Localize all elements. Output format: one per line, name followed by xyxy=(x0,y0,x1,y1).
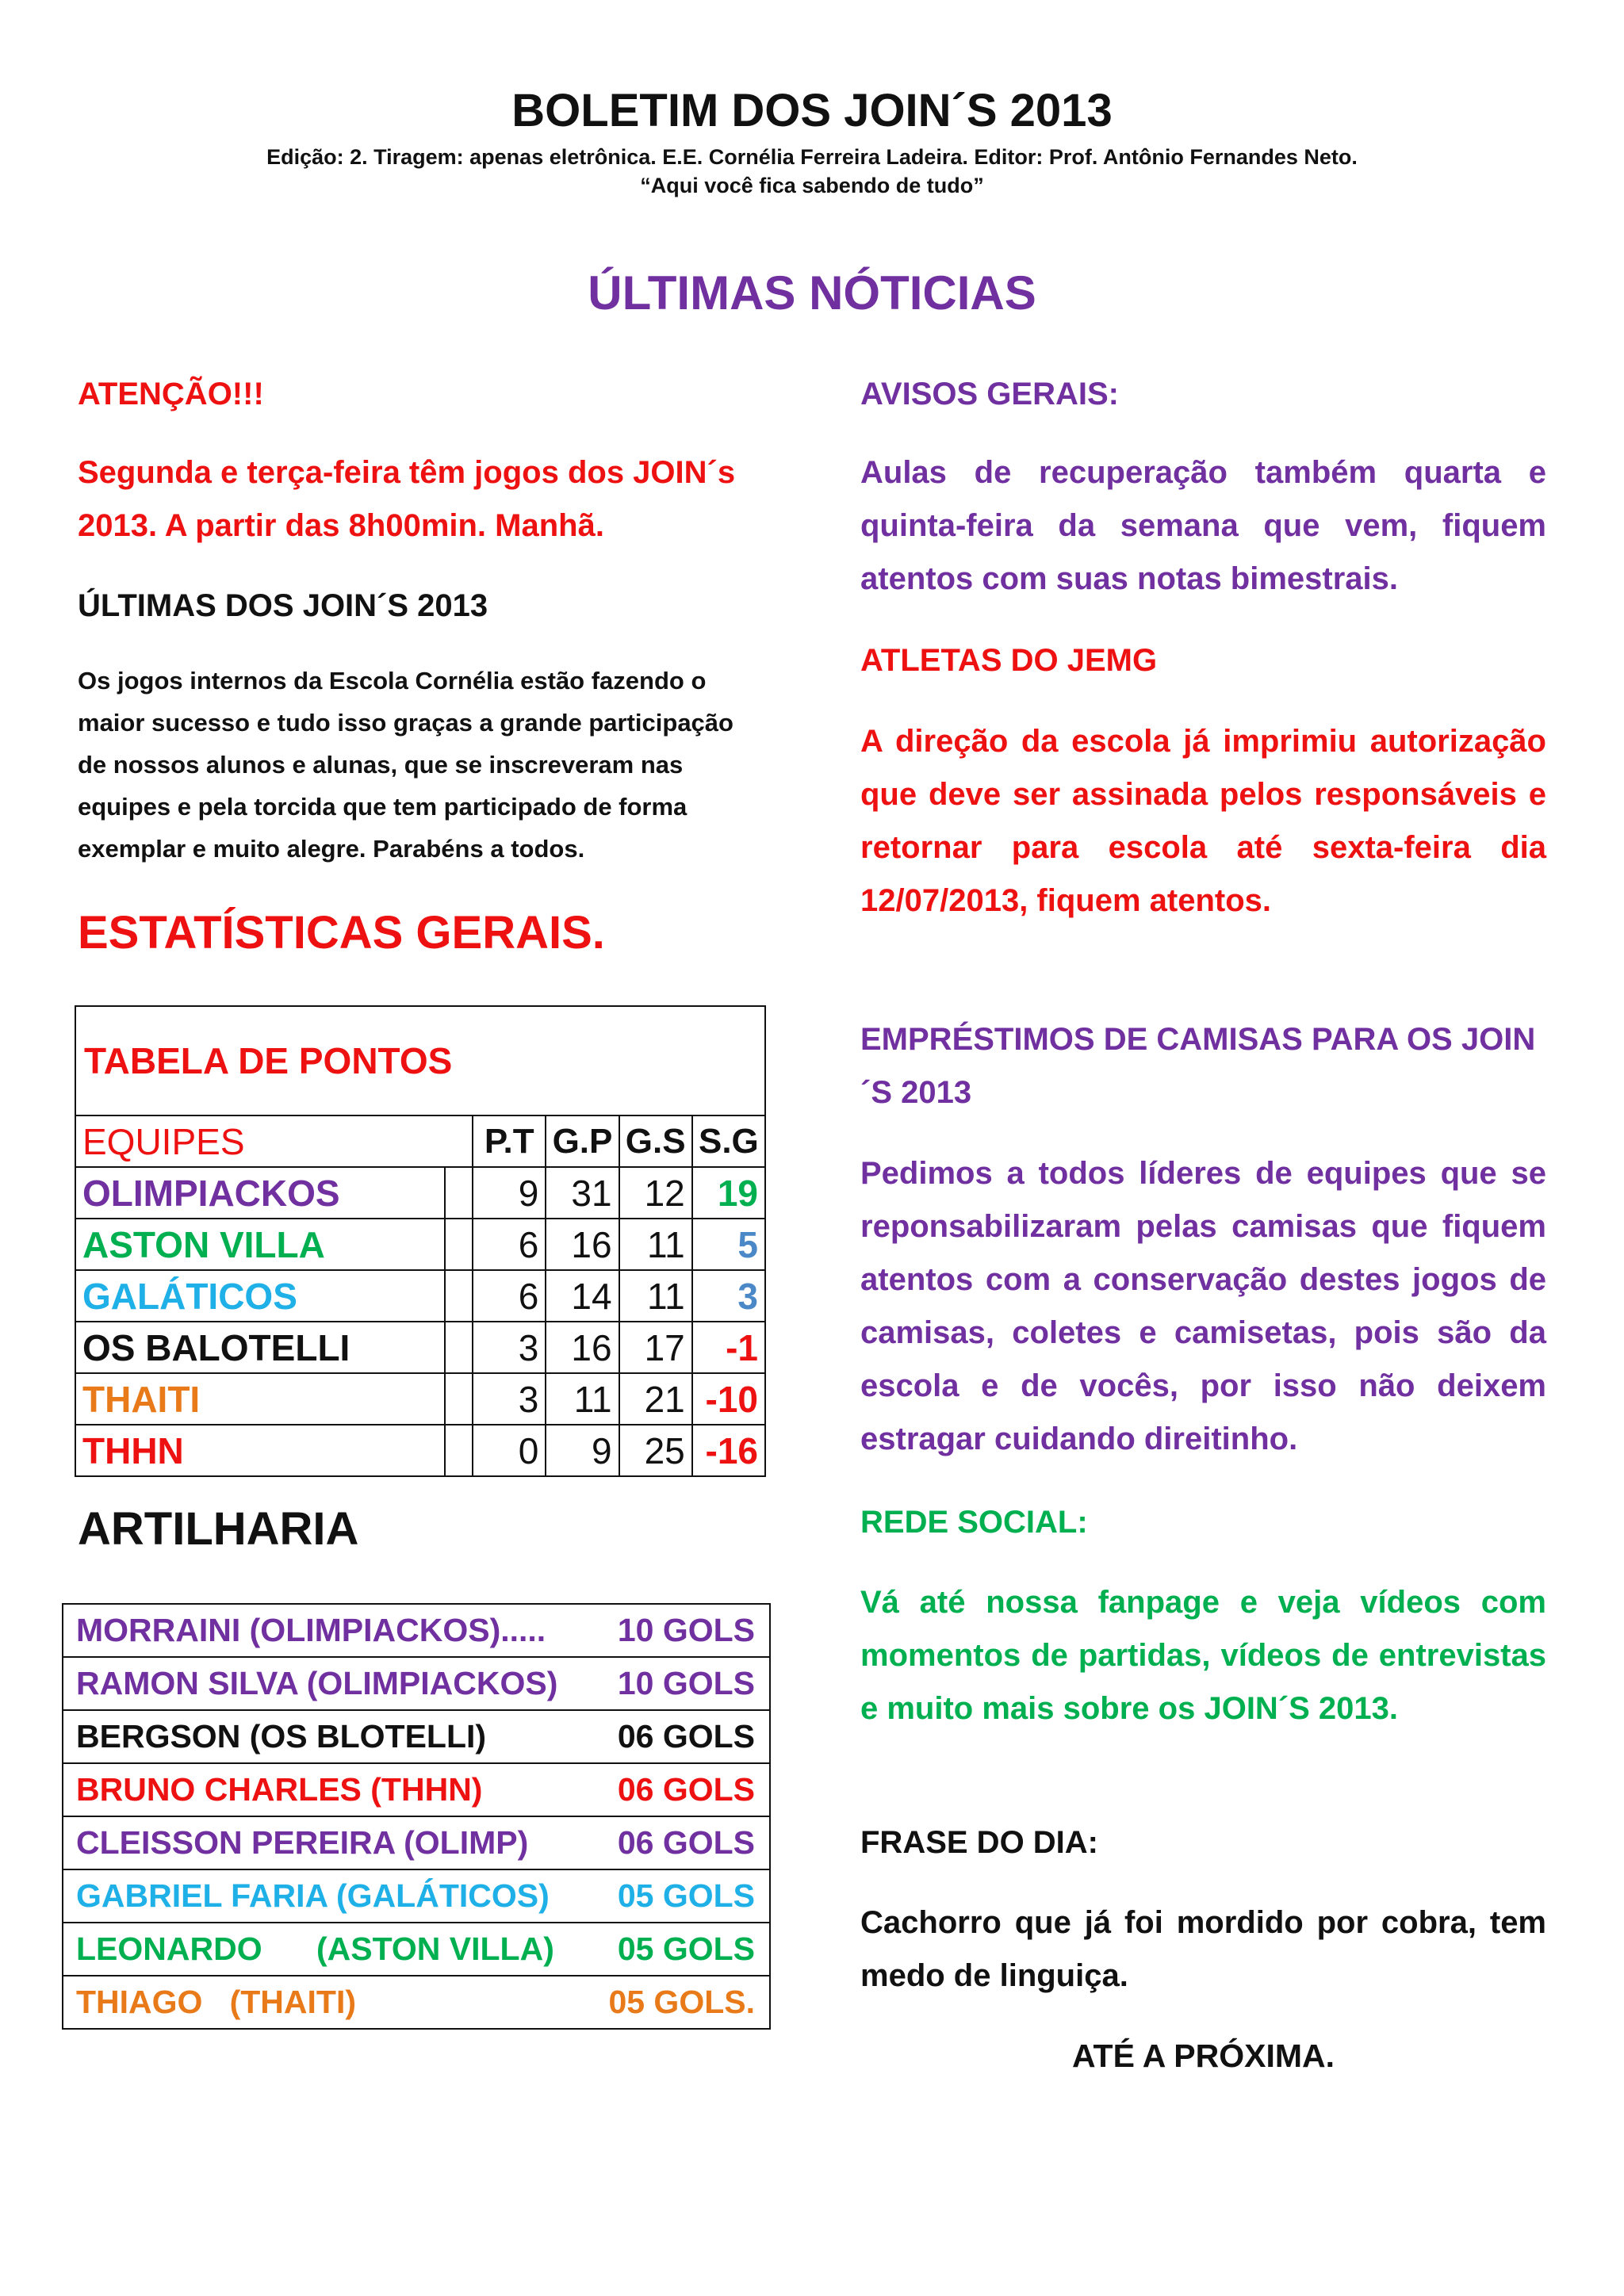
scorer-name: RAMON SILVA (OLIMPIACKOS) xyxy=(63,1657,589,1710)
goals-against-cell: 11 xyxy=(619,1219,692,1270)
row-gap xyxy=(445,1167,473,1219)
goals-against-cell: 11 xyxy=(619,1270,692,1322)
header-gap xyxy=(445,1115,473,1167)
goals-against-cell: 21 xyxy=(619,1373,692,1425)
goals-for-cell: 16 xyxy=(546,1322,619,1373)
scorer-goals: 06 GOLS xyxy=(589,1763,770,1816)
artilharia-row xyxy=(63,1923,770,1976)
camisas-block xyxy=(860,1013,1546,1119)
scorer-goals: 05 GOLS. xyxy=(589,1976,770,2029)
rede-text: Vá até nossa fanpage e veja vídeos com momentos de partidas, vídeos de entrevistas e muito mais sobre os JOIN´S 2013. xyxy=(860,1585,1546,1726)
section-title: ÚLTIMAS NÓTICIAS xyxy=(588,266,1036,320)
row-gap xyxy=(445,1322,473,1373)
goals-for-cell: 14 xyxy=(546,1270,619,1322)
points-table-row xyxy=(75,1219,765,1270)
col-sg-header: S.G xyxy=(692,1115,765,1167)
artilharia-row xyxy=(63,1657,770,1710)
camisas-heading: EMPRÉSTIMOS DE CAMISAS PARA OS JOIN´S 2013 xyxy=(860,1022,1536,1110)
artilharia-row xyxy=(63,1710,770,1763)
jemg-block xyxy=(860,639,1546,682)
artilharia-row xyxy=(63,1816,770,1869)
rede-heading: REDE SOCIAL: xyxy=(860,1505,1088,1540)
artilharia-row xyxy=(63,1976,770,2029)
team-name: OLIMPIACKOS xyxy=(75,1167,445,1219)
points-table-header-row xyxy=(75,1115,765,1167)
col-team-header: EQUIPES xyxy=(75,1115,445,1167)
scorer-goals: 05 GOLS xyxy=(589,1869,770,1923)
col-gs-header: G.S xyxy=(619,1115,692,1167)
points-table-title-row xyxy=(75,1006,765,1115)
scorer-name: BRUNO CHARLES (THHN) xyxy=(63,1763,589,1816)
points-cell: 0 xyxy=(473,1425,546,1476)
col-pt-header: P.T xyxy=(473,1115,546,1167)
scorer-goals: 10 GOLS xyxy=(589,1657,770,1710)
goal-difference-cell: 5 xyxy=(692,1219,765,1270)
scorer-name: LEONARDO (ASTON VILLA) xyxy=(63,1923,589,1976)
goal-difference-cell: 3 xyxy=(692,1270,765,1322)
row-gap xyxy=(445,1373,473,1425)
jemg-text-block xyxy=(860,715,1546,928)
scorer-name: CLEISSON PEREIRA (OLIMP) xyxy=(63,1816,589,1869)
points-cell: 9 xyxy=(473,1167,546,1219)
frase-heading: FRASE DO DIA: xyxy=(860,1825,1098,1860)
jemg-heading: ATLETAS DO JEMG xyxy=(860,643,1158,678)
points-table-row xyxy=(75,1322,765,1373)
points-table-row xyxy=(75,1373,765,1425)
points-table-title: TABELA DE PONTOS xyxy=(75,1006,765,1115)
latest-heading-block xyxy=(78,584,768,627)
points-table-row xyxy=(75,1167,765,1219)
frase-block xyxy=(860,1821,1546,1864)
artilharia-row xyxy=(63,1604,770,1657)
goal-difference-cell: -16 xyxy=(692,1425,765,1476)
row-gap xyxy=(445,1425,473,1476)
latest-heading: ÚLTIMAS DOS JOIN´S 2013 xyxy=(78,588,488,623)
points-table-row xyxy=(75,1270,765,1322)
scorer-name: GABRIEL FARIA (GALÁTICOS) xyxy=(63,1869,589,1923)
scorer-goals: 10 GOLS xyxy=(589,1604,770,1657)
avisos-heading: AVISOS GERAIS: xyxy=(860,377,1119,411)
artilharia-table xyxy=(62,1603,771,2030)
points-table xyxy=(75,1005,766,1477)
bulletin-header xyxy=(0,79,1624,200)
scorer-name: THIAGO (THAITI) xyxy=(63,1976,589,2029)
avisos-text: Aulas de recuperação também quarta e quinta-feira da semana que vem, fiquem atentos com suas notas bimestrais. xyxy=(860,455,1546,596)
frase-text-block xyxy=(860,1896,1546,2003)
latest-text: Os jogos internos da Escola Cornélia estão fazendo o maior sucesso e tudo isso graças a grande participação de nossos alunos e alunas, que se inscreveram nas equipes e pela torcida que tem participado de forma exemplar e muito alegre. Parabéns a todos. xyxy=(78,667,733,863)
motto: “Aqui você fica sabendo de tudo” xyxy=(640,174,984,197)
col-gp-header: G.P xyxy=(546,1115,619,1167)
scorer-goals: 05 GOLS xyxy=(589,1923,770,1976)
scorer-name: MORRAINI (OLIMPIACKOS)..... xyxy=(63,1604,589,1657)
artilharia-title: ARTILHARIA xyxy=(78,1503,359,1555)
team-name: THHN xyxy=(75,1425,445,1476)
stats-heading: ESTATÍSTICAS GERAIS. xyxy=(78,907,605,959)
frase-text: Cachorro que já foi mordido por cobra, tem medo de linguiça. xyxy=(860,1905,1546,1993)
avisos-text-block xyxy=(860,446,1546,606)
points-cell: 3 xyxy=(473,1373,546,1425)
goals-for-cell: 16 xyxy=(546,1219,619,1270)
points-cell: 6 xyxy=(473,1219,546,1270)
row-gap xyxy=(445,1270,473,1322)
latest-text-block xyxy=(78,660,768,870)
team-name: OS BALOTELLI xyxy=(75,1322,445,1373)
team-name: THAITI xyxy=(75,1373,445,1425)
edition-info: Edição: 2. Tiragem: apenas eletrônica. E.E. Cornélia Ferreira Ladeira. Editor: Prof. Antônio Fernandes Neto. xyxy=(266,145,1358,169)
goals-against-cell: 12 xyxy=(619,1167,692,1219)
attention-block xyxy=(78,373,768,415)
goals-for-cell: 11 xyxy=(546,1373,619,1425)
points-cell: 3 xyxy=(473,1322,546,1373)
goal-difference-cell: -1 xyxy=(692,1322,765,1373)
bulletin-title: BOLETIM DOS JOIN´S 2013 xyxy=(511,85,1113,136)
scorer-goals: 06 GOLS xyxy=(589,1710,770,1763)
camisas-text-block xyxy=(860,1147,1546,1466)
goals-against-cell: 25 xyxy=(619,1425,692,1476)
attention-heading: ATENÇÃO!!! xyxy=(78,377,264,411)
rede-block xyxy=(860,1501,1546,1544)
team-name: GALÁTICOS xyxy=(75,1270,445,1322)
artilharia-row xyxy=(63,1763,770,1816)
goals-against-cell: 17 xyxy=(619,1322,692,1373)
attention-text: Segunda e terça-feira têm jogos dos JOIN´s 2013. A partir das 8h00min. Manhã. xyxy=(78,455,736,543)
camisas-text: Pedimos a todos líderes de equipes que se reponsabilizaram pelas camisas que fiquem atentos com a conservação destes jogos de camisas, coletes e camisetas, pois são da escola e de vocês, por isso não deixem estragar cuidando direitinho. xyxy=(860,1156,1546,1456)
scorer-goals: 06 GOLS xyxy=(589,1816,770,1869)
avisos-block xyxy=(860,373,1546,415)
scorer-name: BERGSON (OS BLOTELLI) xyxy=(63,1710,589,1763)
team-name: ASTON VILLA xyxy=(75,1219,445,1270)
row-gap xyxy=(445,1219,473,1270)
stats-heading-block xyxy=(78,905,768,961)
points-table-row xyxy=(75,1425,765,1476)
goal-difference-cell: 19 xyxy=(692,1167,765,1219)
attention-text-block xyxy=(78,446,768,553)
points-cell: 6 xyxy=(473,1270,546,1322)
goals-for-cell: 9 xyxy=(546,1425,619,1476)
rede-text-block xyxy=(860,1576,1546,1735)
goals-for-cell: 31 xyxy=(546,1167,619,1219)
jemg-text: A direção da escola já imprimiu autorização que deve ser assinada pelos responsáveis e retornar para escola até sexta-feira dia 12/07/2013, fiquem atentos. xyxy=(860,724,1546,918)
closing-text: ATÉ A PRÓXIMA. xyxy=(1071,2038,1335,2074)
goal-difference-cell: -10 xyxy=(692,1373,765,1425)
artilharia-row xyxy=(63,1869,770,1923)
